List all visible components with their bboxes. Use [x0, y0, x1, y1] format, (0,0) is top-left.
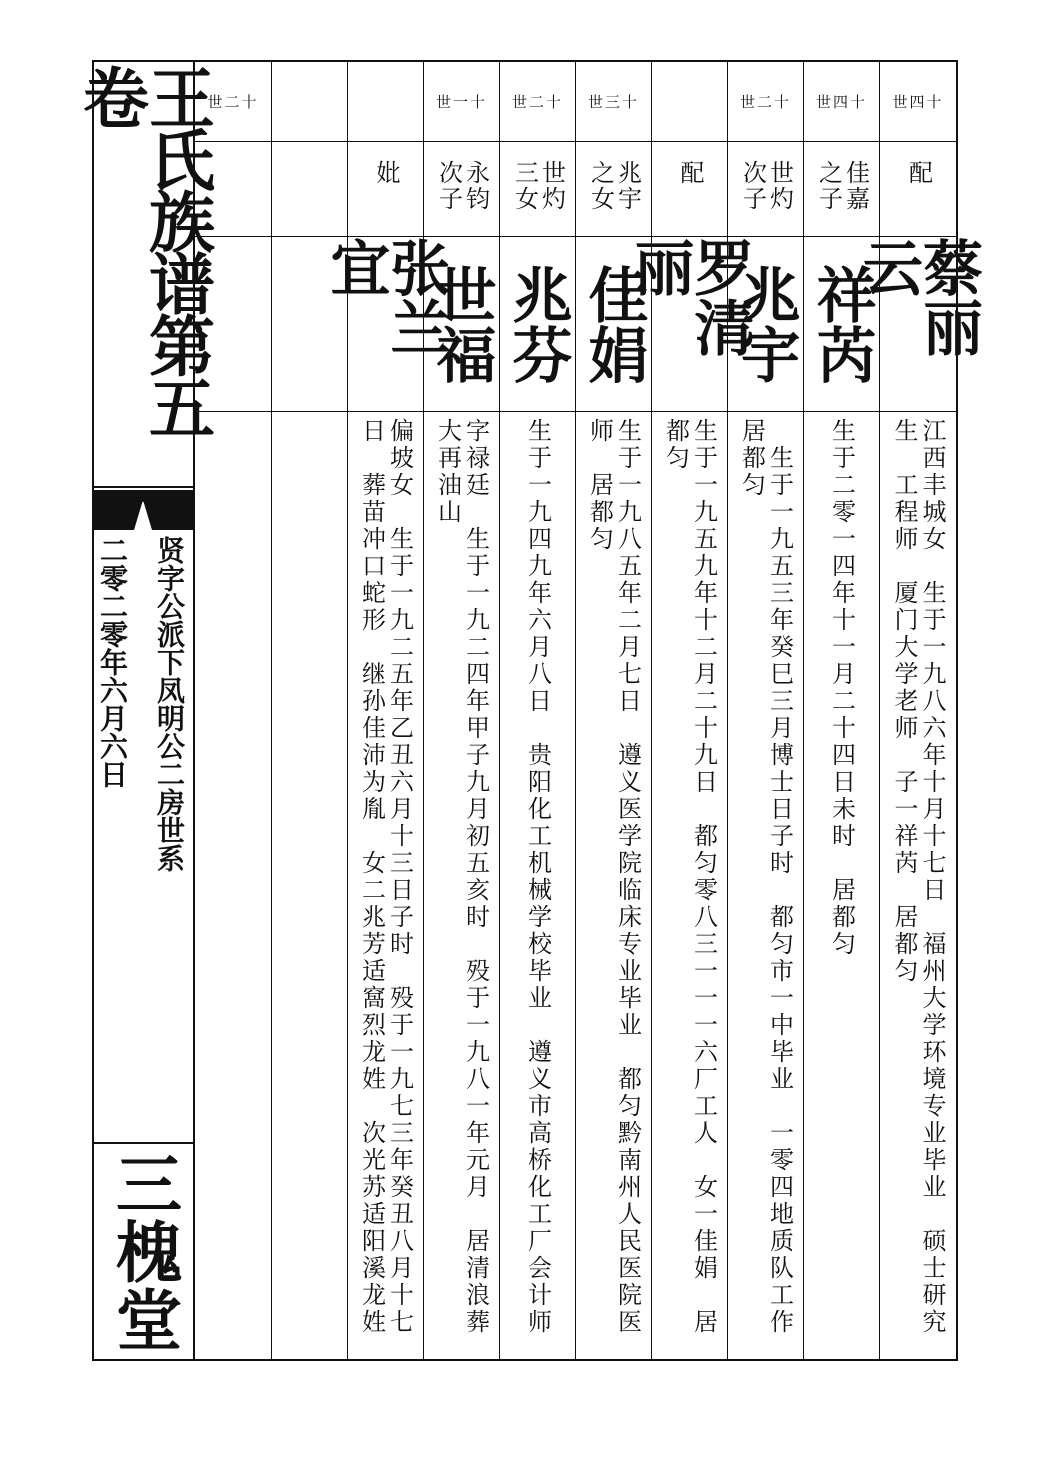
person-name: 兆芬 [502, 264, 573, 384]
relation-cell [272, 142, 347, 237]
bio-cell [424, 418, 499, 1353]
entry-column [853, 62, 983, 1359]
bio-text: 江西丰城女 生于一九八六年十月十七日 福州大学环境专业毕业 硕士研究生 工程师 厦门大学老师 子一祥芮 居都匀 [890, 418, 946, 1336]
generation-cell: 世二十 [728, 62, 803, 142]
generation-cell [272, 62, 347, 142]
generation-cell: 世一十 [424, 62, 499, 142]
person-name: 世福 [426, 264, 497, 384]
generation-cell [652, 62, 727, 142]
bio-cell [804, 418, 879, 1353]
bio-text: 偏坡女 生于一九二五年乙丑六月十三日子时 殁于一九七三年癸丑八月十七日 葬苗冲口蛇形 继孙佳沛为胤 女二兆芳适窩烈龙姓 次光苏适阳溪龙姓 [357, 418, 414, 1336]
relation-cell [880, 142, 956, 237]
bio-cell [195, 418, 271, 1353]
relation-text: 妣 [372, 160, 400, 186]
bio-text: 字禄廷 生于一九二四年甲子九月初五亥时 殁于一九八一年元月 居清浪葬大再油山 [433, 418, 490, 1336]
entry-column [195, 62, 272, 1359]
bio-cell [728, 418, 803, 1353]
entry-column [576, 62, 652, 1359]
relation-text: 世灼三女 [510, 160, 566, 212]
name-cell [272, 237, 347, 412]
subtitle-area [94, 532, 193, 1142]
relation-cell [195, 142, 271, 237]
relation-cell [500, 142, 575, 237]
generation-cell: 世四十 [880, 62, 956, 142]
bio-text: 生于二零一四年十一月二十四日未时 居都匀 [827, 418, 856, 958]
relation-cell [576, 142, 651, 237]
bio-cell [880, 418, 956, 1353]
hall-name [94, 1142, 193, 1361]
generation-cell: 世三十 [576, 62, 651, 142]
bio-text: 生于一九五三年癸巳三月博士日子时 都匀市一中毕业 一零四地质队工作居都匀 [737, 418, 794, 1336]
entry-column [500, 62, 576, 1359]
relation-text: 配 [904, 160, 933, 186]
genealogy-page [71, 60, 983, 1361]
entry-column [804, 62, 880, 1359]
hall-name-text: 三槐堂 [104, 1149, 183, 1354]
person-name: 罗清丽 [624, 237, 755, 357]
bio-cell [348, 418, 423, 1353]
divider [94, 486, 193, 488]
branch-subtitle: 贤字公派下凤明公二房世系 [153, 536, 186, 872]
entry-column [624, 62, 755, 1359]
relation-text: 配 [676, 160, 704, 186]
compile-date: 二零二零年六月六日 [96, 536, 129, 788]
entry-column [320, 62, 451, 1359]
book-title [71, 62, 216, 484]
bio-cell [576, 418, 651, 1353]
name-cell [320, 237, 451, 412]
bio-text: 生于一九八五年二月七日 遵义医学院临床专业毕业 都匀黔南州人民医院医师 居都匀 [585, 418, 642, 1336]
relation-cell [424, 142, 499, 237]
relation-cell [804, 142, 879, 237]
relation-cell [348, 142, 423, 237]
name-cell [500, 237, 575, 412]
name-cell [853, 237, 983, 412]
spine [71, 62, 216, 1359]
person-name: 佳娟 [578, 264, 649, 384]
generation-cell: 世二十 [500, 62, 575, 142]
relation-text: 世灼次子 [738, 160, 794, 212]
bio-cell [272, 418, 347, 1353]
person-name: 张兰宜 [320, 237, 451, 357]
name-cell [624, 237, 755, 412]
entry-column [272, 62, 348, 1359]
book-title-text: 王氏族谱第五卷 [71, 64, 216, 436]
generation-cell [348, 62, 423, 142]
person-name: 蔡丽云 [853, 237, 983, 357]
generation-cell: 世二十 [195, 62, 271, 142]
person-name: 兆宇 [730, 264, 801, 384]
bio-text: 生于一九五九年十二月二十九日 都匀零八三一一一六厂工人 女一佳娟 居都匀 [661, 418, 718, 1336]
person-name: 祥芮 [806, 264, 877, 384]
relation-text: 佳嘉之子 [814, 160, 870, 212]
relation-cell [728, 142, 803, 237]
bio-cell [500, 418, 575, 1353]
name-cell [576, 237, 651, 412]
bio-cell [652, 418, 727, 1353]
name-cell [195, 237, 271, 412]
generation-cell: 世四十 [804, 62, 879, 142]
bio-text: 生于一九四九年六月八日 贵阳化工机械学校毕业 遵义市高桥化工厂会计师 [523, 418, 552, 1336]
relation-text: 永钧次子 [434, 160, 490, 212]
relation-text: 兆宇之女 [586, 160, 642, 212]
notch-mark [94, 490, 193, 530]
name-cell [804, 237, 879, 412]
relation-cell [652, 142, 727, 237]
